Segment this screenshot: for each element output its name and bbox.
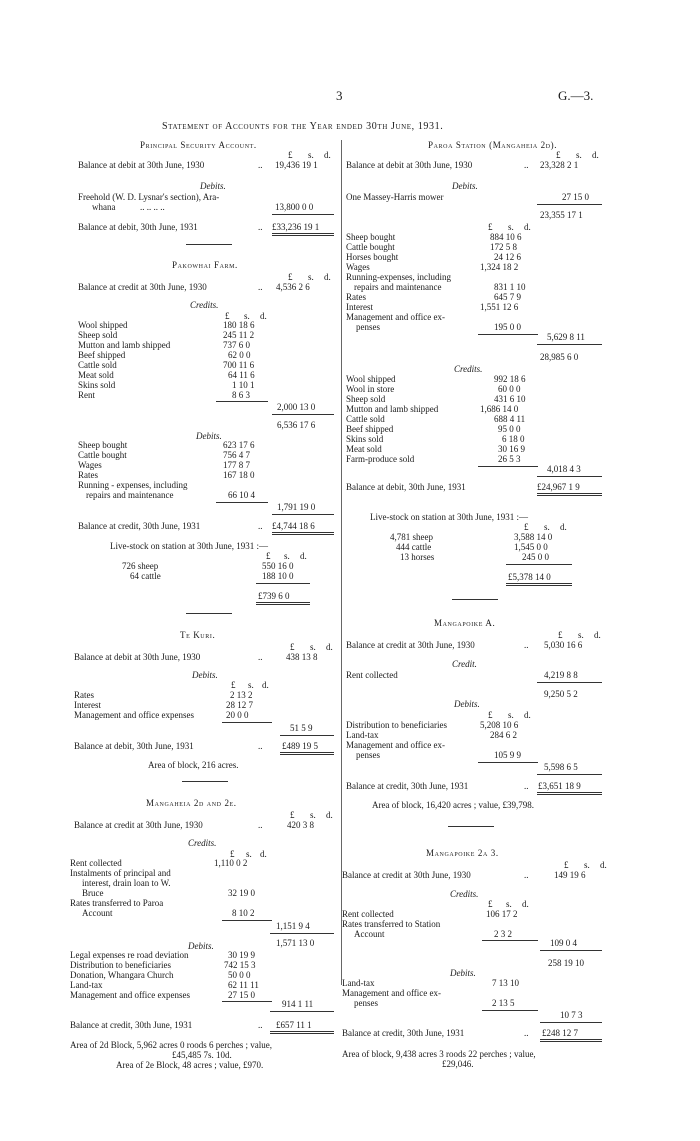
sum-rule <box>537 204 602 205</box>
credit-heading: Credit. <box>452 659 477 669</box>
column-divider <box>341 140 342 985</box>
mower-label: One Massey-Harris mower <box>346 192 444 202</box>
paroa-opening-label: Balance at debit at 30th June, 1930 <box>346 160 473 170</box>
tekuri-opening-label: Balance at debit at 30th June, 1930 <box>74 652 201 662</box>
mangapoike-2a3-closing-label: Balance at credit, 30th June, 1931 <box>342 1028 465 1038</box>
mangaheia-closing-label: Balance at credit, 30th June, 1931 <box>70 1020 193 1030</box>
credit-item-label: Wool shipped <box>78 320 128 330</box>
rent-collected-amount: 1,110 0 2 <box>214 858 248 868</box>
total-rule <box>270 1031 334 1034</box>
credit-item-amount: 992 18 6 <box>494 374 526 384</box>
total-rule <box>280 752 334 755</box>
credit-item-amount: 8 6 3 <box>232 390 250 400</box>
credit-item-amount: 245 11 2 <box>223 330 255 340</box>
debit-item-label: Cattle bought <box>78 450 127 460</box>
mangapoike-a-subtotal: 9,250 5 2 <box>544 689 578 699</box>
currency-pence: d. <box>324 150 331 160</box>
leader-dots: .. <box>258 820 263 830</box>
debit-item-label: Wages <box>78 460 102 470</box>
credit-item-label: Wool shipped <box>346 374 396 384</box>
debit-item-label: Rates <box>78 470 98 480</box>
pakowhai-credit-total: 2,000 13 0 <box>277 402 316 412</box>
sum-rule <box>537 682 602 683</box>
currency-shilling: s. <box>578 630 584 640</box>
management-expenses-label: Management and office ex- <box>342 988 442 998</box>
leader-dots: .. <box>524 640 529 650</box>
currency-pound: £ <box>231 680 236 690</box>
leader-dots: .. <box>258 741 263 751</box>
debit-item-label: Rates <box>74 690 94 700</box>
mangapoike-2a3-area-value: £29,046. <box>442 1059 474 1069</box>
rent-collected-label: Rent collected <box>70 858 122 868</box>
management-expenses-label-cont: penses <box>356 322 380 332</box>
credit-item-amount: 1,686 14 0 <box>480 404 519 414</box>
debit-item-amount: 20 0 0 <box>226 710 249 720</box>
currency-shilling: s. <box>246 849 252 859</box>
pakowhai-closing-amount: £4,744 18 6 <box>272 521 315 531</box>
section-separator <box>452 599 498 600</box>
sum-rule <box>540 950 602 951</box>
instalments-amount: 32 19 0 <box>228 888 255 898</box>
pakowhai-debit-total: 1,791 19 0 <box>277 502 316 512</box>
credit-item-amount: 26 5 3 <box>498 454 521 464</box>
mangapoike-2a3-subtotal: 258 19 10 <box>548 958 584 968</box>
running-expenses-label: Running - expenses, including <box>78 480 188 490</box>
rent-collected-label: Rent collected <box>342 909 394 919</box>
currency-pence: d. <box>522 899 529 909</box>
currency-pound: £ <box>488 222 493 232</box>
credit-item-label: Rent <box>78 390 95 400</box>
management-expenses-label: Management and office ex- <box>346 740 446 750</box>
paroa-closing-amount: £24,967 1 9 <box>537 482 580 492</box>
leader-dots: .. <box>524 160 529 170</box>
currency-pound: £ <box>290 810 295 820</box>
debit-item-label: Interest <box>346 302 373 312</box>
livestock-amount: 188 10 0 <box>262 571 294 581</box>
sum-rule <box>256 583 310 584</box>
currency-pence: d. <box>260 311 267 321</box>
credit-item-amount: 62 0 0 <box>228 350 251 360</box>
total-rule <box>272 233 334 236</box>
sum-rule <box>222 722 272 723</box>
management-expenses-label-cont: penses <box>356 750 380 760</box>
principal-opening-amount: 19,436 19 1 <box>275 160 318 170</box>
mangapoike-2a3-heading: Mangapoike 2a 3. <box>426 848 499 858</box>
pakowhai-opening-amount: 4,536 2 6 <box>276 282 310 292</box>
running-expenses-amount: 66 10 4 <box>228 490 255 500</box>
mangaheia-heading: Mangaheia 2d and 2e. <box>146 798 237 808</box>
leader-dots: .. <box>524 870 529 880</box>
mangaheia-opening-label: Balance at credit at 30th June, 1930 <box>74 820 203 830</box>
debit-item-amount: 884 10 6 <box>490 232 522 242</box>
credit-item-label: Mutton and lamb shipped <box>78 340 171 350</box>
mangaheia-area-2e: Area of 2e Block, 48 acres ; value, £970. <box>116 1060 264 1070</box>
rates-transferred-amount: 8 10 2 <box>232 908 255 918</box>
debit-item-amount: 1,551 12 6 <box>480 302 519 312</box>
currency-shilling: s. <box>508 710 514 720</box>
debit-item-amount: 167 18 0 <box>223 470 255 480</box>
running-expenses-label-cont: repairs and maintenance <box>86 490 174 500</box>
debit-item-amount: 756 4 7 <box>223 450 250 460</box>
currency-pound: £ <box>558 630 563 640</box>
debit-item-label: Legal expenses re road deviation <box>70 950 189 960</box>
tekuri-debit-total: 51 5 9 <box>290 723 313 733</box>
currency-shilling: s. <box>284 551 290 561</box>
credit-item-label: Mutton and lamb shipped <box>346 404 439 414</box>
total-rule <box>537 792 602 795</box>
management-expenses-amount: 105 9 9 <box>494 750 521 760</box>
rates-transferred-amount: 2 3 2 <box>494 929 512 939</box>
currency-pence: d. <box>524 710 531 720</box>
leader-dots: .. <box>258 652 263 662</box>
leader-dots: .. .. .. .. <box>140 202 165 212</box>
credit-item-label: Skins sold <box>346 434 384 444</box>
currency-pence: d. <box>326 810 333 820</box>
total-rule <box>537 493 602 496</box>
total-rule <box>540 1039 602 1042</box>
debit-item-label: Distribution to beneficiaries <box>70 960 171 970</box>
currency-pound: £ <box>266 551 271 561</box>
credit-item-amount: 30 16 9 <box>498 444 525 454</box>
sum-rule <box>216 401 268 402</box>
total-rule <box>256 602 310 605</box>
pakowhai-opening-label: Balance at credit at 30th June, 1930 <box>78 282 207 292</box>
currency-pound: £ <box>288 272 293 282</box>
pakowhai-heading: Pakowhai Farm. <box>172 260 238 270</box>
debit-item-amount: 742 15 3 <box>224 960 256 970</box>
debit-item-label: Wages <box>346 262 370 272</box>
principal-closing-label: Balance at debit, 30th June, 1931 <box>78 222 198 232</box>
sum-rule <box>478 762 538 763</box>
credit-item-label: Farm-produce sold <box>346 454 415 464</box>
debit-item-amount: 2 13 2 <box>230 690 253 700</box>
currency-pound: £ <box>290 642 295 652</box>
credits-heading: Credits. <box>190 300 219 310</box>
credit-item-amount: 64 11 6 <box>228 370 255 380</box>
credit-item-amount: 700 11 6 <box>223 360 255 370</box>
credit-item-label: Meat sold <box>346 444 382 454</box>
freehold-label-cont: whana <box>92 202 116 212</box>
section-separator <box>186 613 232 614</box>
rent-collected-amount: 4,219 8 8 <box>544 670 578 680</box>
currency-pence: d. <box>326 642 333 652</box>
mangapoike-2a3-credit-total: 109 0 4 <box>550 938 577 948</box>
running-expenses-label-cont: repairs and maintenance <box>354 282 442 292</box>
instalments-label-cont: interest, drain loan to W. <box>82 878 171 888</box>
principal-opening-label: Balance at debit at 30th June, 1930 <box>78 160 205 170</box>
page-number: 3 <box>336 88 343 103</box>
mangapoike-2a3-opening-amount: 149 19 6 <box>554 870 586 880</box>
currency-pound: £ <box>556 150 561 160</box>
running-expenses-amount: 831 1 10 <box>494 282 526 292</box>
sum-rule <box>216 502 268 503</box>
total-rule <box>506 583 572 586</box>
currency-shilling: s. <box>244 311 250 321</box>
currency-pence: d. <box>594 630 601 640</box>
freehold-label: Freehold (W. D. Lysnar's section), Ara- <box>78 192 220 202</box>
credit-item-label: Beef shipped <box>346 424 394 434</box>
sum-rule <box>222 920 272 921</box>
freehold-amount: 13,800 0 0 <box>275 202 314 212</box>
leader-dots: .. <box>258 521 263 531</box>
livestock-amount: 1,545 0 0 <box>514 542 548 552</box>
mangaheia-area-2d-value: £45,485 7s. 10d. <box>172 1050 232 1060</box>
currency-pound: £ <box>488 899 493 909</box>
management-expenses-amount: 2 13 5 <box>492 998 515 1008</box>
paroa-heading: Paroa Station (Mangaheia 2d). <box>428 140 558 150</box>
total-rule <box>272 532 334 535</box>
currency-shilling: s. <box>544 522 550 532</box>
currency-pence: d. <box>560 522 567 532</box>
debit-item-amount: 177 8 7 <box>223 460 250 470</box>
credit-item-amount: 1 10 1 <box>232 380 255 390</box>
mangapoike-2a3-area: Area of block, 9,438 acres 3 roods 22 perches ; value, <box>342 1049 536 1059</box>
livestock-label: 444 cattle <box>396 542 432 552</box>
credit-item-label: Cattle sold <box>78 360 117 370</box>
mangaheia-subtotal: 1,571 13 0 <box>276 938 315 948</box>
livestock-amount: 3,588 14 0 <box>514 532 553 542</box>
debit-item-amount: 30 19 9 <box>228 950 255 960</box>
sum-rule <box>537 344 602 345</box>
currency-pence: d. <box>260 849 267 859</box>
paroa-debit-total: 5,629 8 11 <box>547 332 585 342</box>
debit-item-label: Sheep bought <box>346 232 396 242</box>
mower-amount: 27 15 0 <box>562 192 589 202</box>
livestock-amount: 550 16 0 <box>262 561 294 571</box>
debit-item-label: Interest <box>74 700 101 710</box>
livestock-total: £739 6 0 <box>258 591 290 601</box>
mangapoike-a-opening-amount: 5,030 16 6 <box>544 640 583 650</box>
rent-collected-label: Rent collected <box>346 670 398 680</box>
rates-transferred-label: Rates transferred to Station <box>342 919 441 929</box>
debit-item-amount: 1,324 18 2 <box>480 262 519 272</box>
debit-item-amount: 5,208 10 6 <box>480 720 519 730</box>
currency-pound: £ <box>488 710 493 720</box>
leader-dots: .. <box>258 222 263 232</box>
debit-item-amount: 284 6 2 <box>490 730 517 740</box>
sum-rule <box>537 774 602 775</box>
leader-dots: .. <box>258 1020 263 1030</box>
running-expenses-label: Running-expenses, including <box>346 272 451 282</box>
credit-item-label: Skins sold <box>78 380 116 390</box>
mangaheia-debit-total: 914 1 11 <box>282 999 314 1009</box>
leader-dots: .. <box>258 160 263 170</box>
debits-heading: Debits. <box>196 431 222 441</box>
debits-heading: Debits. <box>452 181 478 191</box>
livestock-total: £5,378 14 0 <box>508 572 551 582</box>
currency-pound: £ <box>524 522 529 532</box>
page-title: Statement of Accounts for the Year ended 30th June, 1931. <box>162 121 444 132</box>
debit-item-amount: 24 12 6 <box>494 252 521 262</box>
mangapoike-a-closing-label: Balance at credit, 30th June, 1931 <box>346 781 469 791</box>
debit-item-amount: 27 15 0 <box>228 990 255 1000</box>
sum-rule <box>540 1022 602 1023</box>
tekuri-closing-label: Balance at debit, 30th June, 1931 <box>74 741 194 751</box>
currency-pence: d. <box>324 272 331 282</box>
sum-rule <box>272 514 334 515</box>
credit-item-label: Cattle sold <box>346 414 385 424</box>
sum-rule <box>272 214 334 215</box>
sum-rule <box>270 1011 334 1012</box>
credit-item-label: Sheep sold <box>346 394 386 404</box>
currency-pence: d. <box>600 860 607 870</box>
rates-transferred-label-cont: Account <box>82 908 113 918</box>
currency-shilling: s. <box>308 150 314 160</box>
rent-collected-amount: 106 17 2 <box>486 909 518 919</box>
sum-rule <box>537 476 602 477</box>
paroa-subtotal-1: 23,355 17 1 <box>540 210 583 220</box>
credits-heading: Credits. <box>188 838 217 848</box>
currency-shilling: s. <box>308 272 314 282</box>
debit-item-label: Horses bought <box>346 252 399 262</box>
sum-rule <box>478 466 538 467</box>
livestock-label: 726 sheep <box>122 561 159 571</box>
currency-pound: £ <box>230 849 235 859</box>
tekuri-area: Area of block, 216 acres. <box>148 760 239 770</box>
debit-item-label: Land-tax <box>70 980 103 990</box>
land-tax-label: Land-tax <box>342 978 375 988</box>
leader-dots: .. <box>524 781 529 791</box>
credit-item-label: Wool in store <box>346 384 395 394</box>
principal-closing-amount: £33,236 19 1 <box>272 222 320 232</box>
mangaheia-credit-total: 1,151 9 4 <box>276 921 310 931</box>
currency-shilling: s. <box>576 150 582 160</box>
livestock-label: 4,781 sheep <box>390 532 433 542</box>
currency-shilling: s. <box>508 222 514 232</box>
sum-rule <box>482 1010 538 1011</box>
pakowhai-closing-label: Balance at credit, 30th June, 1931 <box>78 521 201 531</box>
management-expenses-amount: 195 0 0 <box>494 322 521 332</box>
sum-rule <box>280 735 334 736</box>
livestock-amount: 245 0 0 <box>522 552 549 562</box>
livestock-label: 64 cattle <box>130 571 161 581</box>
tekuri-opening-amount: 438 13 8 <box>286 652 318 662</box>
credit-item-label: Beef shipped <box>78 350 126 360</box>
currency-pence: d. <box>592 150 599 160</box>
currency-pound: £ <box>564 860 569 870</box>
debit-item-amount: 172 5 8 <box>490 242 517 252</box>
currency-shilling: s. <box>506 899 512 909</box>
leader-dots: .. <box>258 282 263 292</box>
debits-heading: Debits. <box>192 670 218 680</box>
mangaheia-area-2d: Area of 2d Block, 5,962 acres 0 roods 6 perches ; value, <box>70 1040 272 1050</box>
debit-item-label: Management and office expenses <box>74 710 195 720</box>
credit-item-label: Sheep sold <box>78 330 118 340</box>
land-tax-amount: 7 13 10 <box>492 978 519 988</box>
mangaheia-opening-amount: 420 3 8 <box>287 820 314 830</box>
debit-item-amount: 28 12 7 <box>226 700 253 710</box>
currency-shilling: s. <box>248 680 254 690</box>
credit-item-amount: 6 18 0 <box>502 434 525 444</box>
livestock-label: 13 horses <box>400 552 435 562</box>
credit-item-amount: 737 6 0 <box>223 340 250 350</box>
sum-rule <box>482 940 538 941</box>
debit-item-label: Cattle bought <box>346 242 395 252</box>
section-separator <box>182 781 228 782</box>
currency-shilling: s. <box>310 810 316 820</box>
tekuri-heading: Te Kuri. <box>180 630 216 640</box>
debit-item-label: Management and office expenses <box>70 990 191 1000</box>
credits-heading: Credits. <box>454 364 483 374</box>
currency-pence: d. <box>524 222 531 232</box>
currency-pence: d. <box>300 551 307 561</box>
mangapoike-a-area: Area of block, 16,420 acres ; value, £39,798. <box>372 800 534 810</box>
mangapoike-a-opening-label: Balance at credit at 30th June, 1930 <box>346 640 475 650</box>
leader-dots: .. <box>524 1028 529 1038</box>
pakowhai-subtotal: 6,536 17 6 <box>277 420 316 430</box>
credit-item-amount: 180 18 6 <box>223 320 255 330</box>
currency-shilling: s. <box>584 860 590 870</box>
sum-rule <box>478 334 538 335</box>
livestock-title: Live-stock on station at 30th June, 1931 :— <box>370 512 528 522</box>
credit-item-label: Meat sold <box>78 370 114 380</box>
sum-rule <box>506 564 572 565</box>
debit-item-label: Donation, Whangara Church <box>70 970 174 980</box>
mangaheia-closing-amount: £657 11 1 <box>276 1020 312 1030</box>
tekuri-closing-amount: £489 19 5 <box>282 741 318 751</box>
debit-item-amount: 645 7 9 <box>494 292 521 302</box>
credit-item-amount: 688 4 11 <box>494 414 526 424</box>
debit-item-label: Distribution to beneficiaries <box>346 720 447 730</box>
management-expenses-label-cont: penses <box>354 998 378 1008</box>
credit-item-amount: 60 0 0 <box>498 384 521 394</box>
currency-pence: d. <box>262 680 269 690</box>
instalments-label: Instalments of principal and <box>70 868 171 878</box>
mangapoike-a-debit-total: 5,598 6 5 <box>544 762 578 772</box>
principal-heading: Principal Security Account. <box>140 140 257 150</box>
instalments-label-cont: Bruce <box>82 888 104 898</box>
currency-shilling: s. <box>310 642 316 652</box>
sum-rule <box>272 414 334 415</box>
currency-pound: £ <box>225 311 230 321</box>
section-separator <box>186 244 232 245</box>
paroa-closing-label: Balance at debit, 30th June, 1931 <box>346 482 466 492</box>
sum-rule <box>270 933 334 934</box>
paroa-credit-total: 4,018 4 3 <box>547 464 581 474</box>
currency-pound: £ <box>288 150 293 160</box>
credit-item-amount: 95 0 0 <box>498 424 521 434</box>
debits-heading: Debits. <box>188 941 214 951</box>
management-expenses-label: Management and office ex- <box>346 312 446 322</box>
mangapoike-2a3-closing-amount: £248 12 7 <box>542 1028 578 1038</box>
debit-item-amount: 50 0 0 <box>228 970 251 980</box>
mangapoike-a-closing-amount: £3,651 18 9 <box>538 781 581 791</box>
credit-item-amount: 431 6 10 <box>494 394 526 404</box>
rates-transferred-label-cont: Account <box>354 929 385 939</box>
rates-transferred-label: Rates transferred to Paroa <box>70 898 164 908</box>
paroa-opening-amount: 23,328 2 1 <box>540 160 579 170</box>
debit-item-label: Sheep bought <box>78 440 128 450</box>
mangapoike-2a3-debit-total: 10 7 3 <box>560 1010 583 1020</box>
mangapoike-2a3-opening-label: Balance at credit at 30th June, 1930 <box>342 870 471 880</box>
document-reference: G.—3. <box>558 88 594 103</box>
debits-heading: Debits. <box>454 699 480 709</box>
credits-heading: Credits. <box>450 889 479 899</box>
debit-item-label: Land-tax <box>346 730 379 740</box>
debits-heading: Debits. <box>200 181 226 191</box>
livestock-title: Live-stock on station at 30th June, 1931 :— <box>110 541 268 551</box>
debit-item-amount: 623 17 6 <box>223 440 255 450</box>
sum-rule <box>222 1001 272 1002</box>
paroa-subtotal-2: 28,985 6 0 <box>540 352 579 362</box>
debits-heading: Debits. <box>450 968 476 978</box>
debit-item-amount: 62 11 11 <box>228 980 259 990</box>
section-separator <box>448 826 494 827</box>
mangapoike-a-heading: Mangapoike A. <box>434 618 496 628</box>
debit-item-label: Rates <box>346 292 366 302</box>
